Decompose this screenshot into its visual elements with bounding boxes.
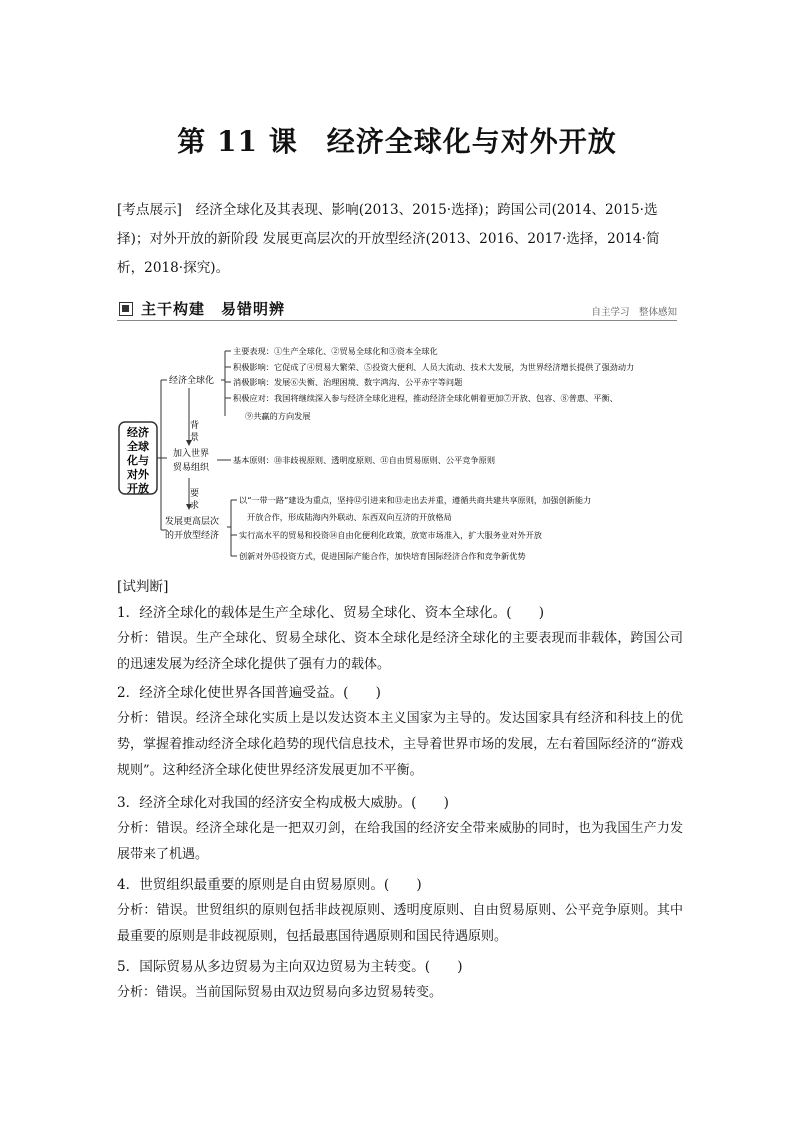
- qa-item-3: [117, 790, 683, 868]
- branch1-item-5: ⑨共赢的方向发展: [245, 411, 311, 421]
- branch1-label: 经济全球化: [169, 376, 215, 386]
- question-text: 3．经济全球化对我国的经济安全构成极大威胁。( ): [117, 795, 449, 811]
- question-text: 5．国际贸易从多边贸易为主向双边贸易为主转变。( ): [117, 959, 463, 975]
- branch3-item-4: 创新对外⑮投资方式，促进国际产能合作，加快培育国际经济合作和竞争新优势: [239, 551, 526, 561]
- root-line-3: 化与: [127, 454, 149, 467]
- section-divider: [117, 320, 677, 321]
- root-line-1: 经济: [127, 426, 149, 439]
- branch2-item: 基本原则：⑩非歧视原则、透明度原则、⑪自由贸易原则、公平竞争原则: [233, 455, 496, 465]
- root-line-5: 开放: [127, 482, 149, 495]
- main-bracket: [157, 380, 167, 530]
- connector1-text: 背景: [188, 420, 198, 444]
- branch1-item-3: 消极影响：发展⑥失衡、治理困境、数字鸿沟、公平赤字等问题: [233, 377, 463, 387]
- answer-text: 分析：错误。经济全球化是一把双刃剑，在给我国的经济安全带来威胁的同时，也为我国生产力发展带来了机遇。: [117, 821, 683, 862]
- branch1-bracket: [221, 351, 231, 416]
- branch3-bracket: [227, 500, 237, 556]
- question-text: 2．经济全球化使世界各国普遍受益。( ): [117, 685, 381, 701]
- section-header: [117, 296, 677, 324]
- knowledge-diagram: [117, 330, 683, 575]
- branch1-item-1: 主要表现：①生产全球化、②贸易全球化和③资本全球化: [233, 346, 438, 356]
- branch3-item-2: 开放合作，形成陆海内外联动、东西双向互济的开放格局: [247, 512, 452, 522]
- answer-text: 分析：错误。当前国际贸易由双边贸易向多边贸易转变。: [117, 985, 443, 1000]
- section-title: 主干构建 易错明辨: [141, 300, 286, 318]
- judge-heading: [试判断]: [117, 579, 169, 595]
- branch1-item-4: 积极应对：我国将继续深入参与经济全球化进程，推动经济全球化朝着更加⑦开放、包容、⑧普惠、平衡、: [233, 393, 618, 403]
- connector2-text: 要求: [188, 488, 198, 512]
- qa-item-4: [117, 872, 683, 950]
- answer-text: 分析：错误。世贸组织的原则包括非歧视原则、透明度原则、自由贸易原则、公平竞争原则。其中最重要的原则是非歧视原则，包括最惠国待遇原则和国民待遇原则。: [117, 903, 683, 944]
- section-subtitle: 自主学习 整体感知: [591, 307, 677, 318]
- exam-points-intro: [考点展示] 经济全球化及其表现、影响(2013、2015·选择)；跨国公司(2014、2015·选择)；对外开放的新阶段 发展更高层次的开放型经济(2013、2016、2017·选择，2014·简析，2018·探究)。: [117, 202, 660, 276]
- qa-item-1: [117, 600, 683, 678]
- branch3-label-2: 的开放型经济: [165, 531, 220, 541]
- branch1-item-2: 积极影响：它促成了④贸易大繁荣、⑤投资大便利、人员大流动、技术大发展，为世界经济增长提供了强劲动力: [233, 362, 635, 372]
- question-text: 4．世贸组织最重要的原则是自由贸易原则。( ): [117, 877, 422, 893]
- question-text: 1．经济全球化的载体是生产全球化、贸易全球化、资本全球化。( ): [117, 605, 545, 621]
- answer-text: 分析：错误。生产全球化、贸易全球化、资本全球化是经济全球化的主要表现而非载体，跨国公司的迅速发展为经济全球化提供了强有力的载体。: [117, 631, 683, 672]
- branch2-label-2: 贸易组织: [173, 463, 210, 473]
- branch2-label-1: 加入世界: [173, 449, 210, 459]
- root-line-4: 对外: [127, 468, 149, 481]
- section-square-icon: [119, 302, 133, 316]
- answer-text: 分析：错误。经济全球化实质上是以发达资本主义国家为主导的。发达国家具有经济和科技上的优势，掌握着推动经济全球化趋势的现代信息技术，主导着世界市场的发展，左右着国际经济的“游戏规则”。这种经济全球化使世界经济发展更加不平衡。: [117, 711, 683, 778]
- branch3-label-1: 发展更高层次: [165, 517, 220, 527]
- branch3-item-1: 以“一带一路”建设为重点，坚持⑫引进来和⑬走出去并重，遵循共商共建共享原则，加强创新能力: [239, 495, 592, 505]
- page-title: 第 11 课 经济全球化与对外开放: [177, 125, 617, 158]
- qa-item-2: [117, 680, 683, 784]
- branch3-item-3: 实行高水平的贸易和投资⑭自由化便利化政策，放宽市场准入，扩大服务业对外开放: [239, 530, 542, 540]
- root-line-2: 全球: [127, 440, 149, 453]
- qa-item-5: [117, 954, 683, 1006]
